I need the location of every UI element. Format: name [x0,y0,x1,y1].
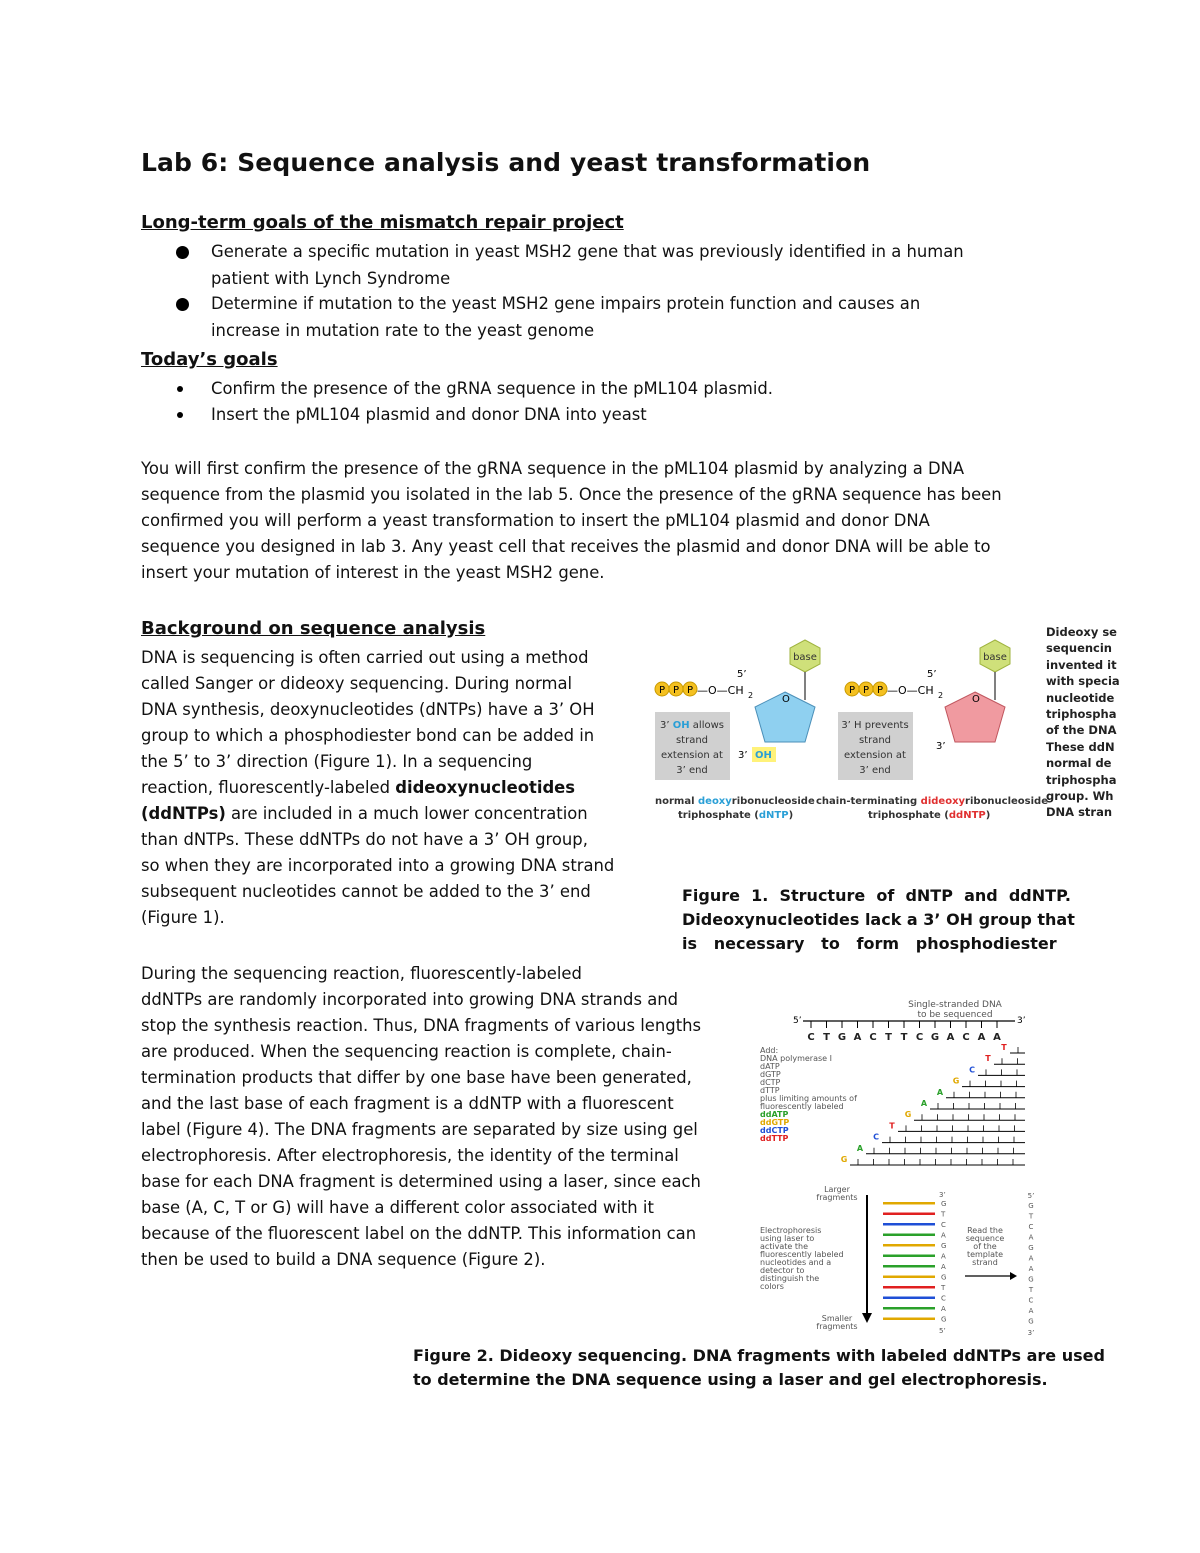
side-text-line: normal de [1046,756,1112,771]
terminal-base-C: C [969,1065,975,1075]
terminal-base-T: T [985,1054,991,1064]
read-base: G [1028,1202,1034,1210]
ddatp-label: ddATP [760,1110,789,1119]
bg-p2-line: During the sequencing reaction, fluorescently-labeled [141,964,582,983]
template-base: T [823,1032,830,1043]
down-arrow-icon [862,1313,872,1323]
long-term-item-2-line-1: Determine if mutation to the yeast MSH2 gene impairs protein function and causes an [211,294,921,313]
gel-band-base: G [941,1200,947,1208]
bg-p2-line: are produced. When the sequencing reaction is complete, chain- [141,1042,672,1061]
read-label-line: of the [973,1242,997,1251]
dntp-box-line: strand [675,735,709,746]
bg-p1-line: (Figure 1). [141,908,225,927]
intro-line: confirmed you will perform a yeast transformation to insert the pML104 plasmid and donor DNA [141,511,930,530]
five-prime-label: 5’ [737,669,747,680]
ddntp-box-line: 3’ end [859,765,891,776]
subscript-2: 2 [748,691,754,700]
gel-band-base: T [941,1210,946,1219]
bg-p1-line: group to which a phosphodiester bond can be added in [141,726,595,745]
read-base: T [1028,1286,1034,1294]
electro-label-line: using laser to [760,1234,815,1243]
bold-term: dideoxynucleotides [395,778,576,797]
bg-p2-line: and the last base of each fragment is a ddNTP with a fluorescent [141,1094,674,1113]
caption-line: Figure 2. Dideoxy sequencing. DNA fragments with labeled ddNTPs are used [413,1346,1105,1365]
dntp-structure [655,640,820,821]
intro-paragraph [141,456,1002,586]
electro-label-line: Electrophoresis [760,1226,822,1235]
bg-p1-line-text: reaction, fluorescently-labeled dideoxynucleotides [141,778,576,797]
gel-band-base: C [941,1294,946,1303]
terminal-base-A: A [920,1099,928,1108]
caption-line: Dideoxynucleotides lack a 3’ OH group that [682,910,1075,929]
dntp-box-line: extension at [661,750,723,761]
smaller-fragments-label: Smaller [821,1314,853,1323]
add-label-line: fluorescently labeled [760,1102,844,1111]
figure-1-caption [682,884,1075,956]
template-base: C [962,1032,970,1043]
electro-label-line: fluorescently labeled [760,1250,844,1259]
figure-1-diagram [650,632,1050,832]
larger-fragments-label: fragments [816,1193,858,1202]
long-term-item-1-line-2: patient with Lynch Syndrome [211,269,451,288]
bullet-icon [176,298,189,311]
add-label-line: dCTP [760,1078,781,1087]
terminal-base-T: T [889,1121,895,1131]
five-prime-label: 5’ [927,669,937,680]
right-arrow-icon [1010,1272,1017,1280]
bullet-icon [177,412,183,418]
long-term-item-2-line-2: increase in mutation rate to the yeast genome [211,321,595,340]
electro-label-line: detector to [760,1266,805,1275]
smaller-fragments-label: fragments [816,1322,858,1331]
base-label: base [793,652,817,663]
bg-p2-line: stop the synthesis reaction. Thus, DNA fragments of various lengths [141,1016,702,1035]
read-base: G [1028,1244,1034,1252]
long-term-item-1-line-1: Generate a specific mutation in yeast MSH2 gene that was previously identified in a human [211,242,964,261]
read-sequence-label [966,1226,1005,1267]
read-label-line: template [966,1250,1004,1259]
add-label-line: dGTP [760,1070,781,1079]
bg-p2-line: because of the fluorescent label on the ddNTP. This information can [141,1224,697,1243]
bg-p1-line: DNA is sequencing is often carried out using a method [141,648,589,667]
base-label: base [983,652,1007,663]
gel-bands [883,1191,946,1335]
subscript-2: 2 [938,691,944,700]
read-bases [1028,1192,1035,1337]
bg-p2-line: then be used to build a DNA sequence (Figure 2). [141,1250,546,1269]
gel-band-C [883,1297,935,1300]
o-ch2-label: —O—CH [697,684,744,697]
side-text-line: These ddN [1046,739,1115,754]
figure-2-svg [755,995,1045,1340]
read-base: A [1028,1307,1034,1315]
background-heading: Background on sequence analysis [141,618,486,639]
gel-band-base: G [941,1273,947,1282]
figure-2-diagram [755,995,1045,1340]
template-base: A [977,1032,986,1043]
today-heading: Today’s goals [141,349,278,370]
read-base: A [1028,1265,1034,1273]
add-label-line: Add: [760,1046,779,1055]
template-base: G [930,1032,940,1043]
ddntp-box-line: extension at [844,750,906,761]
caption-line: Figure 1. Structure of dNTP and ddNTP. [682,886,1071,905]
fig2-three-prime: 3’ [1017,1016,1026,1026]
read-label-line: Read the [967,1226,1003,1235]
ddntp-caption-line: triphosphate (ddNTP) [868,810,991,821]
gel-band-base: T [941,1284,946,1292]
side-text-line: Dideoxy se [1046,625,1117,639]
gel-band-G [883,1202,935,1205]
intro-line: You will first confirm the presence of the gRNA sequence in the pML104 plasmid by analyzing a DNA [141,459,965,478]
template-base: T [885,1032,892,1043]
gel-band-A [883,1234,935,1237]
bg-p1-line: (ddNTPs) are included in a much lower concentration [141,804,588,823]
side-text-line: with specia [1046,674,1120,689]
fragment-ladder [841,1043,1025,1165]
electro-label-line: activate the [760,1242,809,1251]
read-five-prime: 5’ [1027,1192,1035,1200]
bg-p2-line: base (A, C, T or G) will have a different color associated with it [141,1198,654,1217]
intro-line: sequence from the plasmid you isolated in the lab 5. Once the presence of the gRNA sequence has been [141,485,1002,504]
gel-band-G [883,1318,935,1321]
gel-band-base: G [941,1242,947,1250]
template-base: C [807,1032,815,1043]
ddntp-structure [816,640,1048,821]
gel-band-A [883,1307,935,1310]
side-text-line: sequencin [1046,641,1112,656]
bold-term: (ddNTPs) [141,804,226,823]
bg-p1-line: than dNTPs. These ddNTPs do not have a 3’ OH group, [141,830,588,849]
dntp-caption-line: triphosphate (dNTP) [678,810,794,821]
ddntp-box-line: strand [858,735,892,746]
template-base: A [946,1032,955,1043]
bg-p2-line: base for each DNA fragment is determined using a laser, since each [141,1172,701,1191]
phosphate-label: P [686,685,694,696]
dntp-box-line: 3’ end [676,765,708,776]
ddntp-box-line: 3’ H prevents [841,720,909,731]
add-label-line: DNA polymerase I [760,1054,832,1063]
read-base: C [1028,1296,1034,1305]
side-text-line: triphospha [1046,707,1117,722]
gel-band-T [883,1286,935,1289]
bg-p1-line: subsequent nucleotides cannot be added to the 3’ end [141,882,591,901]
side-text-line: triphospha [1046,772,1117,787]
intro-line: sequence you designed in lab 3. Any yeast cell that receives the plasmid and donor DNA will be able to [141,537,991,556]
ddgtp-label: ddGTP [760,1118,790,1127]
gel-band-G [883,1244,935,1247]
fig2-top-label: to be sequenced [917,1010,993,1020]
side-text-line: invented it [1046,657,1117,672]
gel-band-G [883,1276,935,1279]
terminal-base-G: G [840,1155,848,1164]
fig2-top-label: Single-stranded DNA [908,1000,1002,1010]
phosphate-label: P [862,685,870,696]
intro-line: insert your mutation of interest in the yeast MSH2 gene. [141,563,605,582]
ddntp-caption-line: chain-terminating dideoxyribonucleoside [816,796,1049,807]
bg-p2-line: ddNTPs are randomly incorporated into growing DNA strands and [141,990,679,1009]
read-base: A [1028,1254,1034,1263]
phosphate-label: P [658,685,666,696]
caption-line: is necessary to form phosphodiester [682,934,1057,953]
add-label-line: plus limiting amounts of [760,1094,857,1103]
fig2-add-label [760,1046,857,1143]
dntp-caption-line: normal deoxyribonucleoside [655,796,815,807]
side-text-line: nucleotide [1046,690,1115,705]
read-base: G [1028,1317,1034,1326]
bg-p1-line: so when they are incorporated into a growing DNA strand [141,856,615,875]
gel-band-T [883,1213,935,1216]
terminal-base-A: A [856,1143,864,1153]
phosphate-label: P [848,685,856,696]
electrophoresis-label [760,1226,844,1291]
template-letters [807,1021,1001,1043]
read-label-line: sequence [965,1234,1005,1243]
bg-p1-line: the 5’ to 3’ direction (Figure 1). In a sequencing [141,752,533,771]
template-base: A [853,1032,862,1043]
terminal-base-T: T [1001,1043,1007,1052]
template-base: A [993,1032,1001,1043]
terminal-base-G: G [952,1076,960,1086]
template-base: C [915,1032,924,1043]
caption-line: to determine the DNA sequence using a laser and gel electrophoresis. [413,1370,1048,1389]
electro-label-line: distinguish the [760,1274,820,1283]
figure-1-svg [650,632,1050,832]
read-base: A [1028,1233,1034,1242]
gel-three-prime: 3’ [939,1191,946,1199]
bg-p2-line: label (Figure 4). The DNA fragments are separated by size using gel [141,1120,698,1139]
bg-p1-line [141,775,614,801]
bg-p1-line: DNA synthesis, deoxynucleotides (dNTPs) have a 3’ OH [141,700,595,719]
template-base: G [837,1032,847,1043]
phosphate-label: P [672,685,680,696]
oh-label: OH [755,750,772,761]
phosphate-label: P [876,685,884,696]
dntp-box-line: 3’ OH allows [660,720,724,731]
terminal-base-C: C [873,1132,879,1142]
template-base: C [869,1032,877,1043]
background-paragraph-1 [141,645,614,931]
background-paragraph-2 [141,961,701,1273]
side-text-line: DNA stran [1046,805,1113,820]
add-label-line: dTTP [760,1086,780,1095]
ddttp-label: ddTTP [760,1134,789,1143]
three-prime-label: 3’ [738,750,748,761]
figure-1-side-text [1046,624,1120,821]
read-base: C [1028,1223,1034,1231]
gel-five-prime: 5’ [939,1327,946,1335]
long-term-heading: Long-term goals of the mismatch repair project [141,212,624,233]
read-base: G [1028,1275,1034,1284]
gel-band-base: G [941,1315,947,1324]
gel-band-C [883,1223,935,1226]
read-label-line: strand [972,1258,998,1267]
gel-band-A [883,1255,935,1258]
electro-label-line: nucleotides and a [760,1258,832,1267]
bg-p2-line: electrophoresis. After electrophoresis, the identity of the terminal [141,1146,679,1165]
terminal-base-G: G [904,1110,912,1120]
template-base: T [900,1032,908,1043]
bullet-icon [177,386,183,392]
gel-band-base: A [941,1252,946,1261]
three-prime-label: 3’ [936,741,946,752]
ring-oxygen-label: O [782,694,790,705]
electro-label-line: colors [760,1282,784,1291]
terminal-base-A: A [936,1087,944,1097]
o-ch2-label: —O—CH [887,684,934,697]
side-text-line: group. Wh [1046,789,1114,804]
today-item-1: Confirm the presence of the gRNA sequence in the pML104 plasmid. [211,379,774,398]
bg-p2-line: termination products that differ by one base have been generated, [141,1068,692,1087]
bg-p1-line: called Sanger or dideoxy sequencing. During normal [141,674,573,693]
bullet-icon [176,246,189,259]
today-item-2: Insert the pML104 plasmid and donor DNA into yeast [211,405,647,424]
gel-band-base: A [941,1231,946,1240]
read-base: T [1028,1212,1034,1221]
larger-fragments-label: Larger [824,1185,850,1194]
gel-band-base: A [941,1305,946,1313]
page-title: Lab 6: Sequence analysis and yeast transformation [141,148,871,177]
gel-band-base: C [941,1221,946,1229]
add-label-line: dATP [760,1062,780,1071]
figure-2-caption [413,1344,1105,1392]
gel-band-A [883,1265,935,1268]
read-three-prime: 3’ [1027,1329,1035,1337]
ddctp-label: ddCTP [760,1126,789,1135]
gel-band-base: A [941,1263,946,1271]
side-text-line: of the DNA [1046,723,1117,738]
ring-oxygen-label: O [972,694,980,705]
fig2-five-prime: 5’ [793,1016,802,1026]
